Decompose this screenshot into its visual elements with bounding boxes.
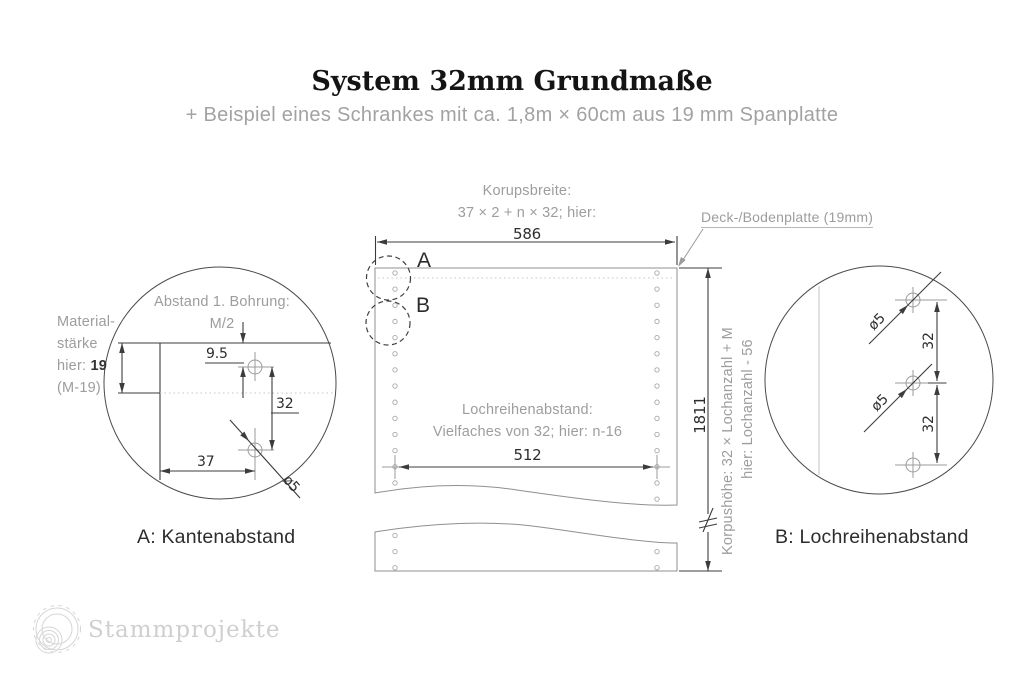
- deck-leader-arrow: [678, 257, 686, 267]
- shelf-pin-hole: [655, 287, 659, 291]
- shelf-pin-hole: [393, 303, 397, 307]
- dim-95-arrow: [240, 367, 246, 377]
- marker-b-label: B: [416, 294, 431, 317]
- dim-19-arrow-up: [119, 343, 125, 353]
- first-bore-note-1: Abstand 1. Bohrung:: [153, 294, 290, 310]
- shelf-pin-hole: [655, 549, 659, 553]
- shelf-pin-hole: [655, 319, 659, 323]
- shelf-pin-hole: [393, 335, 397, 339]
- deck-leader: [681, 229, 703, 263]
- detail-b-caption: B: Lochreihenabstand: [775, 526, 969, 548]
- row-distance-label-1: Lochreihenabstand:: [462, 402, 593, 418]
- hole-diameter-b1: ø5: [865, 310, 889, 334]
- shelf-pin-hole: [393, 319, 397, 323]
- marker-b-circle: [366, 301, 410, 345]
- row-distance-value: 512: [513, 446, 542, 464]
- shelf-pin-hole: [393, 481, 397, 485]
- cabinet-height-label-2: hier: Lochanzahl - 56: [740, 339, 756, 479]
- shelf-pin-hole: [393, 566, 397, 570]
- cabinet-width-value: 586: [512, 225, 542, 243]
- hole-diameter-b2: ø5: [868, 391, 892, 415]
- shelf-pin-hole: [393, 533, 397, 537]
- dim-512-arrow-left: [399, 464, 409, 470]
- cabinet-drawing: [366, 229, 722, 571]
- material-note-line2: stärke: [57, 336, 98, 352]
- brand-name: Stammprojekte: [88, 617, 281, 643]
- material-note-line1: Material-: [57, 314, 116, 330]
- top-plate-label: Deck-/Bodenplatte (19mm): [701, 209, 873, 228]
- shelf-pin-hole: [655, 384, 659, 388]
- dim-edge-distance-value: 37: [197, 454, 215, 470]
- shelf-pin-hole: [655, 352, 659, 356]
- dim-32b2-arrow-up: [934, 385, 940, 395]
- shelf-pin-hole: [393, 271, 397, 275]
- row-distance-label-2: Vielfaches von 32; hier: n-16: [432, 424, 623, 440]
- first-bore-note-2: M/2: [209, 316, 235, 332]
- shelf-pin-hole: [655, 497, 659, 501]
- dim-spacing-b2-value: 32: [921, 415, 937, 433]
- saw-blade-logo-icon: [34, 606, 81, 654]
- cabinet-height-value: 1811: [691, 396, 709, 434]
- dim-19-arrow-down: [119, 383, 125, 393]
- dim-first-hole-value: 9.5: [206, 346, 228, 362]
- material-note-line3: hier: 19: [57, 358, 107, 374]
- marker-a-label: A: [417, 249, 432, 272]
- shelf-pin-hole: [393, 287, 397, 291]
- dim-37-arrow-left: [160, 468, 170, 474]
- m2-arrow: [240, 333, 246, 343]
- page-subtitle: + Beispiel eines Schrankes mit ca. 1,8m × 60cm aus 19 mm Spanplatte: [185, 104, 839, 126]
- dim-512-arrow-right: [643, 464, 653, 470]
- detail-b-drawing: [765, 266, 993, 494]
- shelf-pin-hole: [655, 566, 659, 570]
- shelf-pin-hole: [655, 303, 659, 307]
- shelf-pin-hole: [393, 549, 397, 553]
- shelf-pin-hole: [655, 368, 659, 372]
- dim-32a-arrow-up: [269, 367, 275, 377]
- dim-1811-arrow-up: [705, 268, 711, 278]
- material-note-line4: (M-19): [57, 380, 101, 396]
- cabinet-width-formula: 37 × 2 + n × 32; hier:: [457, 205, 597, 221]
- dim-32b2-arrow-down: [934, 453, 940, 463]
- dim-32b1-arrow-down: [934, 371, 940, 381]
- dim-spacing-b1-value: 32: [921, 332, 937, 350]
- material-thickness-value: 19: [90, 358, 107, 374]
- page-title: System 32mm Grundmaße: [311, 66, 713, 97]
- hole-diameter-a: ø5: [279, 472, 303, 496]
- cabinet-width-title: Korupsbreite:: [482, 183, 572, 199]
- dim-32a-arrow-down: [269, 440, 275, 450]
- cabinet-height-label-1: Korpushöhe: 32 × Lochanzahl + M: [720, 327, 736, 555]
- dim-32b1-arrow-up: [934, 302, 940, 312]
- detail-a-caption: A: Kantenabstand: [137, 526, 296, 548]
- shelf-pin-hole: [655, 271, 659, 275]
- material-thickness-note: [57, 311, 115, 399]
- dim-1811-arrow-down: [705, 561, 711, 571]
- dim-spacing-a-value: 32: [276, 396, 294, 412]
- shelf-pin-hole: [655, 335, 659, 339]
- shelf-pin-hole: [393, 352, 397, 356]
- shelf-pin-hole: [655, 481, 659, 485]
- detail-b-circle: [765, 266, 993, 494]
- panel-lower-piece: [375, 523, 677, 571]
- dim-37-arrow-right: [245, 468, 255, 474]
- shelf-pin-hole: [393, 368, 397, 372]
- shelf-pin-hole: [393, 384, 397, 388]
- break-mark-line2: [699, 524, 717, 528]
